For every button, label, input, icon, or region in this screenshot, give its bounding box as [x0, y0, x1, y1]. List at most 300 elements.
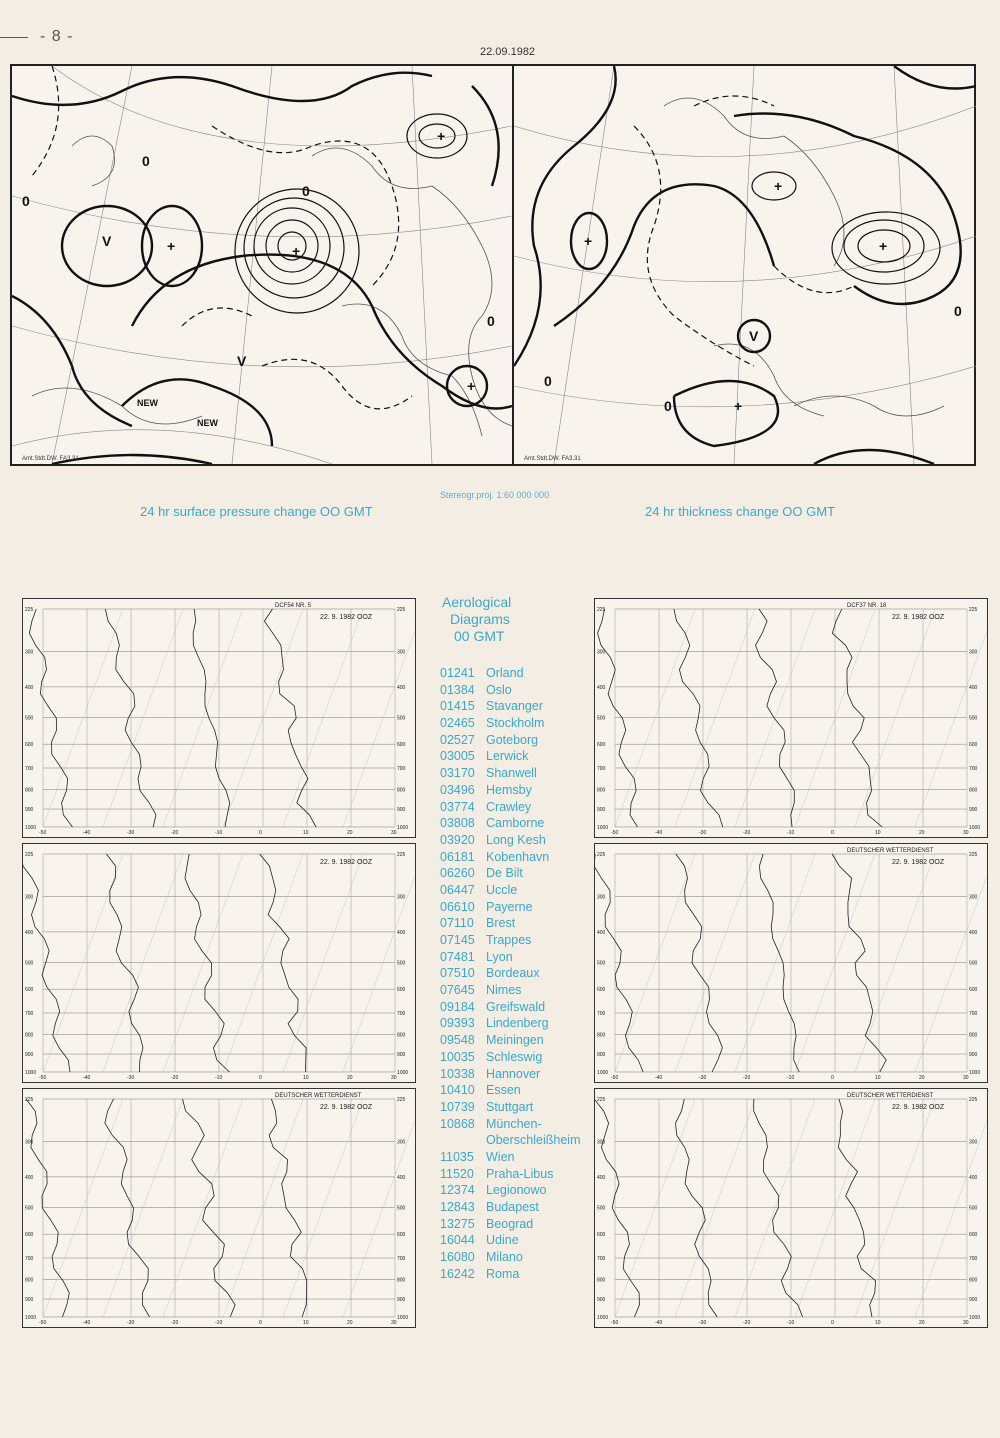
- station-row: [440, 1266, 590, 1283]
- temperature-label: -30: [699, 1320, 707, 1326]
- svg-text:0: 0: [544, 373, 552, 389]
- temperature-label: 0: [259, 1075, 262, 1081]
- aerological-title: [440, 594, 590, 645]
- pressure-label: 700: [597, 1011, 606, 1018]
- pressure-label: 900: [597, 1297, 606, 1304]
- station-code: 03920: [440, 832, 475, 847]
- station-code: 07481: [440, 949, 475, 964]
- station-row: [440, 1149, 590, 1166]
- station-row: [440, 882, 590, 899]
- svg-text:+: +: [879, 238, 888, 254]
- station-name: Hannover: [486, 1066, 541, 1081]
- thickness-change-map: [512, 66, 976, 464]
- isotherm-guide: [615, 609, 695, 827]
- pressure-label: 1000: [25, 1314, 37, 1321]
- sounding-trace: [105, 609, 156, 827]
- svg-text:NEW: NEW: [197, 418, 218, 428]
- temperature-label: -50: [39, 830, 47, 836]
- station-code: 09548: [440, 1033, 475, 1048]
- temperature-label: 20: [919, 1320, 925, 1326]
- sounding-trace: [676, 1099, 718, 1317]
- pressure-label: 500: [969, 1205, 978, 1212]
- pressure-label: 500: [397, 960, 406, 967]
- pressure-label: 225: [597, 1097, 606, 1103]
- station-name: Legionowo: [486, 1183, 547, 1198]
- pressure-label: 1000: [397, 824, 409, 831]
- pressure-label: 1000: [597, 1314, 609, 1321]
- station-row: [440, 1066, 590, 1083]
- station-name: Hemsby: [486, 782, 532, 797]
- diagram-drawing: [595, 1089, 987, 1327]
- station-code: 07110: [440, 916, 474, 931]
- station-code: 16044: [440, 1233, 475, 1248]
- station-name: Shanwell: [486, 766, 537, 781]
- caption-projection: Stereogr.proj. 1:60 000 000: [440, 490, 550, 500]
- pressure-label: 400: [397, 684, 406, 691]
- station-code: 03005: [440, 749, 475, 764]
- pressure-label: 700: [597, 766, 606, 773]
- temperature-label: -10: [787, 1320, 795, 1326]
- thickness-map-drawing: [514, 66, 976, 464]
- pressure-label: 900: [597, 1052, 606, 1059]
- svg-text:+: +: [167, 238, 176, 254]
- diagram-drawing: [23, 599, 415, 837]
- pressure-label: 600: [597, 742, 606, 749]
- sounding-trace: [832, 609, 882, 827]
- station-row: [440, 665, 590, 682]
- sounding-trace: [674, 609, 723, 827]
- temperature-label: 10: [875, 830, 881, 836]
- sounding-trace: [269, 1099, 307, 1317]
- pressure-label: 500: [969, 715, 978, 722]
- sounding-trace: [754, 1099, 803, 1317]
- station-row: [440, 999, 590, 1016]
- station-name: De Bilt: [486, 866, 523, 881]
- pressure-label: 600: [25, 987, 34, 994]
- isotherm-guide: [103, 1099, 183, 1317]
- station-name: Uccle: [486, 882, 518, 897]
- temperature-label: -10: [787, 830, 795, 836]
- sounding-trace: [106, 854, 143, 1072]
- aerological-diagram-6: [594, 1088, 988, 1328]
- pressure-label: 300: [597, 894, 606, 901]
- pressure-label: 400: [597, 684, 606, 691]
- pressure-label: 700: [25, 1256, 34, 1263]
- isotherm-guide: [675, 609, 755, 827]
- sounding-trace: [838, 1099, 875, 1317]
- temperature-label: -20: [743, 1320, 751, 1326]
- temperature-label: 20: [347, 1075, 353, 1081]
- pressure-label: 300: [397, 894, 406, 901]
- pressure-label: 225: [397, 852, 406, 858]
- svg-text:NEW: NEW: [137, 398, 158, 408]
- station-row: [440, 982, 590, 999]
- svg-text:0: 0: [302, 183, 310, 199]
- station-code: 06260: [440, 866, 475, 881]
- pressure-label: 900: [397, 807, 406, 814]
- pressure-label: 500: [25, 1205, 34, 1212]
- station-row: [440, 765, 590, 782]
- pressure-label: 300: [969, 1139, 978, 1146]
- station-code: 07145: [440, 933, 475, 947]
- title-line-1: Aerological: [442, 594, 512, 610]
- pressure-label: 600: [969, 987, 978, 994]
- pressure-label: 800: [397, 787, 406, 794]
- temperature-label: 30: [963, 830, 969, 836]
- temperature-label: 20: [919, 1075, 925, 1081]
- pressure-label: 1000: [397, 1069, 409, 1076]
- temperature-label: -20: [171, 1320, 179, 1326]
- sounding-trace: [260, 854, 307, 1072]
- pressure-label: 800: [397, 1032, 406, 1039]
- diagram-date-stamp: 22. 9. 1982 OOZ: [320, 614, 373, 621]
- station-row: [440, 748, 590, 765]
- station-list-panel: [440, 594, 590, 1282]
- pressure-label: 800: [969, 1277, 978, 1284]
- pressure-label: 1000: [969, 1314, 981, 1321]
- station-row: [440, 682, 590, 699]
- temperature-label: -50: [611, 830, 619, 836]
- station-name: Meiningen: [486, 1033, 544, 1048]
- pressure-label: 500: [25, 960, 34, 967]
- station-row: [440, 899, 590, 916]
- sounding-trace: [832, 854, 886, 1072]
- station-name: Trappes: [486, 933, 532, 947]
- pressure-label: 400: [969, 1174, 978, 1181]
- map-footer-right: Amt.Stdt.DW. FA3.31: [524, 456, 581, 462]
- sounding-trace: [193, 609, 230, 827]
- station-code: 02527: [440, 732, 475, 747]
- station-code: 13275: [440, 1216, 475, 1231]
- pressure-label: 900: [25, 1297, 34, 1304]
- diagram-drawing: [595, 599, 987, 837]
- diagram-date-stamp: 22. 9. 1982 OOZ: [320, 859, 373, 866]
- station-row: [440, 832, 590, 849]
- temperature-label: 30: [391, 830, 397, 836]
- pressure-label: 225: [25, 1097, 34, 1103]
- pressure-label: 1000: [397, 1314, 409, 1321]
- station-code: 10739: [440, 1099, 475, 1114]
- pressure-label: 300: [25, 1139, 34, 1146]
- station-row: [440, 932, 590, 949]
- station-name: Oberschleißheim: [486, 1133, 581, 1148]
- station-row: [440, 849, 590, 866]
- station-row: [440, 1099, 590, 1116]
- station-row: [440, 1166, 590, 1183]
- station-code: 01384: [440, 682, 475, 697]
- caption-thickness-change: 24 hr thickness change OO GMT: [645, 504, 836, 519]
- temperature-label: -40: [655, 1075, 663, 1081]
- station-code: 01241: [440, 666, 475, 680]
- pressure-label: 600: [397, 987, 406, 994]
- isotherm-guide: [675, 854, 755, 1072]
- station-code: 01415: [440, 699, 475, 714]
- temperature-label: 0: [259, 1320, 262, 1326]
- temperature-label: 30: [391, 1320, 397, 1326]
- station-name: Camborne: [486, 816, 545, 831]
- pressure-label: 800: [597, 787, 606, 794]
- pressure-label: 1000: [969, 824, 981, 831]
- pressure-label: 300: [969, 894, 978, 901]
- station-row: [440, 698, 590, 715]
- pressure-label: 900: [397, 1297, 406, 1304]
- station-row: [440, 1015, 590, 1032]
- diagram-date-stamp: 22. 9. 1982 OOZ: [892, 1104, 945, 1111]
- station-row: [440, 965, 590, 982]
- pressure-label: 800: [25, 1032, 34, 1039]
- pressure-label: 225: [397, 607, 406, 613]
- station-code: 11520: [440, 1166, 474, 1181]
- pressure-label: 500: [597, 1205, 606, 1212]
- temperature-label: 0: [831, 1320, 834, 1326]
- temperature-label: -20: [171, 1075, 179, 1081]
- pressure-label: 300: [397, 649, 406, 656]
- page-number: - 8 -: [40, 28, 74, 45]
- pressure-label: 800: [597, 1032, 606, 1039]
- svg-text:0: 0: [487, 313, 495, 329]
- svg-text:0: 0: [22, 193, 30, 209]
- svg-text:0: 0: [954, 303, 962, 319]
- station-name: Nimes: [486, 983, 522, 998]
- title-line-2: Diagrams: [450, 611, 510, 627]
- temperature-label: -50: [611, 1075, 619, 1081]
- diagram-header: DCF37 NR. 18: [847, 603, 887, 609]
- station-code: 03496: [440, 782, 475, 797]
- temperature-label: -50: [39, 1075, 47, 1081]
- temperature-label: -20: [743, 1075, 751, 1081]
- station-name: Stuttgart: [486, 1099, 534, 1114]
- isotherm-guide: [615, 1099, 695, 1317]
- station-row: [440, 715, 590, 732]
- station-code: 09184: [440, 999, 475, 1014]
- station-code: 03170: [440, 766, 475, 781]
- station-name: Udine: [486, 1233, 519, 1248]
- station-name: Crawley: [486, 799, 532, 814]
- pressure-label: 800: [397, 1277, 406, 1284]
- pressure-label: 700: [397, 1256, 406, 1263]
- temperature-label: -50: [39, 1320, 47, 1326]
- weather-maps: [10, 64, 976, 466]
- pressure-label: 500: [969, 960, 978, 967]
- temperature-label: 0: [831, 1075, 834, 1081]
- pressure-label: 800: [25, 787, 34, 794]
- station-code: 10868: [440, 1116, 475, 1131]
- aerological-diagram-4: [594, 598, 988, 838]
- station-name: Essen: [486, 1083, 521, 1098]
- station-name: Oslo: [486, 682, 512, 697]
- sounding-trace: [264, 609, 316, 827]
- temperature-label: 30: [963, 1075, 969, 1081]
- pressure-label: 800: [25, 1277, 34, 1284]
- isotherm-guide: [43, 609, 123, 827]
- sounding-trace: [183, 1099, 236, 1317]
- station-code: 03808: [440, 816, 475, 831]
- diagram-date-stamp: 22. 9. 1982 OOZ: [892, 859, 945, 866]
- sounding-trace: [759, 854, 799, 1072]
- temperature-label: -30: [127, 1320, 135, 1326]
- temperature-label: -20: [743, 830, 751, 836]
- temperature-label: -10: [215, 830, 223, 836]
- station-code: 07510: [440, 966, 475, 981]
- pressure-label: 700: [25, 766, 34, 773]
- aerological-diagram-3: [22, 1088, 416, 1328]
- station-code: 10338: [440, 1066, 475, 1081]
- station-name: Bordeaux: [486, 966, 540, 981]
- pressure-label: 400: [969, 929, 978, 936]
- station-code: 06447: [440, 882, 475, 897]
- station-row: [440, 799, 590, 816]
- temperature-label: 0: [831, 830, 834, 836]
- station-name: Schleswig: [486, 1049, 543, 1064]
- station-code: 12374: [440, 1183, 475, 1198]
- station-row: [440, 1249, 590, 1266]
- station-name: Roma: [486, 1266, 520, 1281]
- pressure-label: 900: [969, 807, 978, 814]
- station-row: [440, 1232, 590, 1249]
- pressure-label: 900: [969, 1297, 978, 1304]
- pressure-label: 400: [969, 684, 978, 691]
- title-line-3: 00 GMT: [454, 628, 505, 644]
- station-name: Wien: [486, 1149, 515, 1164]
- station-name: Stockholm: [486, 716, 545, 731]
- pressure-label: 600: [969, 1232, 978, 1239]
- station-list: [440, 665, 590, 1282]
- station-code: 12843: [440, 1200, 475, 1214]
- station-name: Orland: [486, 666, 524, 680]
- pressure-label: 400: [397, 1174, 406, 1181]
- station-code: 03774: [440, 799, 475, 814]
- station-row: [440, 1182, 590, 1199]
- pressure-label: 900: [25, 1052, 34, 1059]
- pressure-label: 500: [397, 715, 406, 722]
- aerological-diagram-1: [22, 598, 416, 838]
- pressure-label: 800: [597, 1277, 606, 1284]
- station-name: Lerwick: [486, 749, 529, 764]
- station-code: 10410: [440, 1083, 475, 1098]
- pressure-label: 800: [969, 787, 978, 794]
- temperature-label: -40: [655, 830, 663, 836]
- pressure-label: 400: [25, 1174, 34, 1181]
- isotherm-guide: [43, 1099, 123, 1317]
- isotherm-guide: [615, 854, 695, 1072]
- svg-text:+: +: [437, 128, 446, 144]
- pressure-label: 300: [969, 649, 978, 656]
- pressure-map-drawing: [12, 66, 512, 464]
- pressure-label: 900: [597, 807, 606, 814]
- pressure-label: 225: [969, 1097, 978, 1103]
- station-code: 16242: [440, 1266, 475, 1281]
- diagram-header: DEUTSCHER WETTERDIENST: [847, 1093, 934, 1099]
- page-date: 22.09.1982: [480, 46, 536, 58]
- pressure-label: 900: [969, 1052, 978, 1059]
- temperature-label: 20: [919, 830, 925, 836]
- station-row: [440, 815, 590, 832]
- pressure-label: 900: [397, 1052, 406, 1059]
- caption-pressure-change: 24 hr surface pressure change OO GMT: [140, 504, 373, 519]
- pressure-label: 900: [25, 807, 34, 814]
- sounding-trace: [185, 854, 230, 1072]
- station-name: Long Kesh: [486, 832, 546, 847]
- station-row: [440, 732, 590, 749]
- pressure-label: 1000: [25, 824, 37, 831]
- diagram-drawing: [23, 1089, 415, 1327]
- station-name: Brest: [486, 916, 516, 931]
- pressure-label: 500: [597, 960, 606, 967]
- temperature-label: 10: [875, 1075, 881, 1081]
- pressure-label: 225: [969, 852, 978, 858]
- station-code: 10035: [440, 1049, 475, 1064]
- svg-text:V: V: [102, 233, 112, 249]
- temperature-label: 10: [303, 1320, 309, 1326]
- temperature-label: 30: [391, 1075, 397, 1081]
- temperature-label: 10: [875, 1320, 881, 1326]
- pressure-label: 500: [25, 715, 34, 722]
- station-row: [440, 1082, 590, 1099]
- station-row: [440, 915, 590, 932]
- pressure-label: 600: [397, 742, 406, 749]
- aerological-diagram-5: [594, 843, 988, 1083]
- station-row: [440, 1032, 590, 1049]
- station-name: Kobenhavn: [486, 849, 550, 864]
- station-name: Stavanger: [486, 699, 543, 714]
- station-code: 09393: [440, 1016, 475, 1031]
- station-name: Lyon: [486, 949, 513, 964]
- pressure-label: 600: [969, 742, 978, 749]
- station-name: Praha-Libus: [486, 1166, 554, 1181]
- pressure-label: 1000: [597, 1069, 609, 1076]
- aerological-diagram-2: [22, 843, 416, 1083]
- temperature-label: 20: [347, 830, 353, 836]
- station-name: Goteborg: [486, 732, 539, 747]
- station-row: [440, 782, 590, 799]
- pressure-label: 600: [597, 987, 606, 994]
- diagram-drawing: [595, 844, 987, 1082]
- isotherm-guide: [103, 854, 183, 1072]
- pressure-label: 300: [25, 894, 34, 901]
- temperature-label: -10: [215, 1075, 223, 1081]
- temperature-label: -40: [83, 1075, 91, 1081]
- svg-text:+: +: [292, 243, 301, 259]
- pressure-label: 225: [597, 607, 606, 613]
- temperature-label: -30: [699, 830, 707, 836]
- map-footer-left: Amt.Stdt.DW. FA3.31: [22, 456, 79, 462]
- isotherm-guide: [675, 1099, 755, 1317]
- temperature-label: 10: [303, 830, 309, 836]
- pressure-label: 700: [969, 1011, 978, 1018]
- diagram-date-stamp: 22. 9. 1982 OOZ: [892, 614, 945, 621]
- station-name: Payerne: [486, 899, 533, 914]
- station-code: 07645: [440, 983, 475, 998]
- pressure-label: 600: [597, 1232, 606, 1239]
- svg-text:0: 0: [142, 153, 150, 169]
- temperature-label: 0: [259, 830, 262, 836]
- station-name: Milano: [486, 1250, 523, 1265]
- temperature-label: -10: [215, 1320, 223, 1326]
- pressure-label: 600: [25, 1232, 34, 1239]
- pressure-label: 700: [969, 1256, 978, 1263]
- svg-text:+: +: [734, 398, 743, 414]
- pressure-label: 500: [597, 715, 606, 722]
- pressure-label: 225: [397, 1097, 406, 1103]
- sounding-trace: [29, 609, 72, 827]
- svg-text:V: V: [237, 353, 247, 369]
- temperature-label: -30: [127, 830, 135, 836]
- svg-text:+: +: [467, 378, 476, 394]
- temperature-label: -40: [83, 1320, 91, 1326]
- diagram-header: DCF54 NR. 5: [275, 603, 312, 609]
- pressure-label: 800: [969, 1032, 978, 1039]
- svg-text:V: V: [749, 328, 759, 344]
